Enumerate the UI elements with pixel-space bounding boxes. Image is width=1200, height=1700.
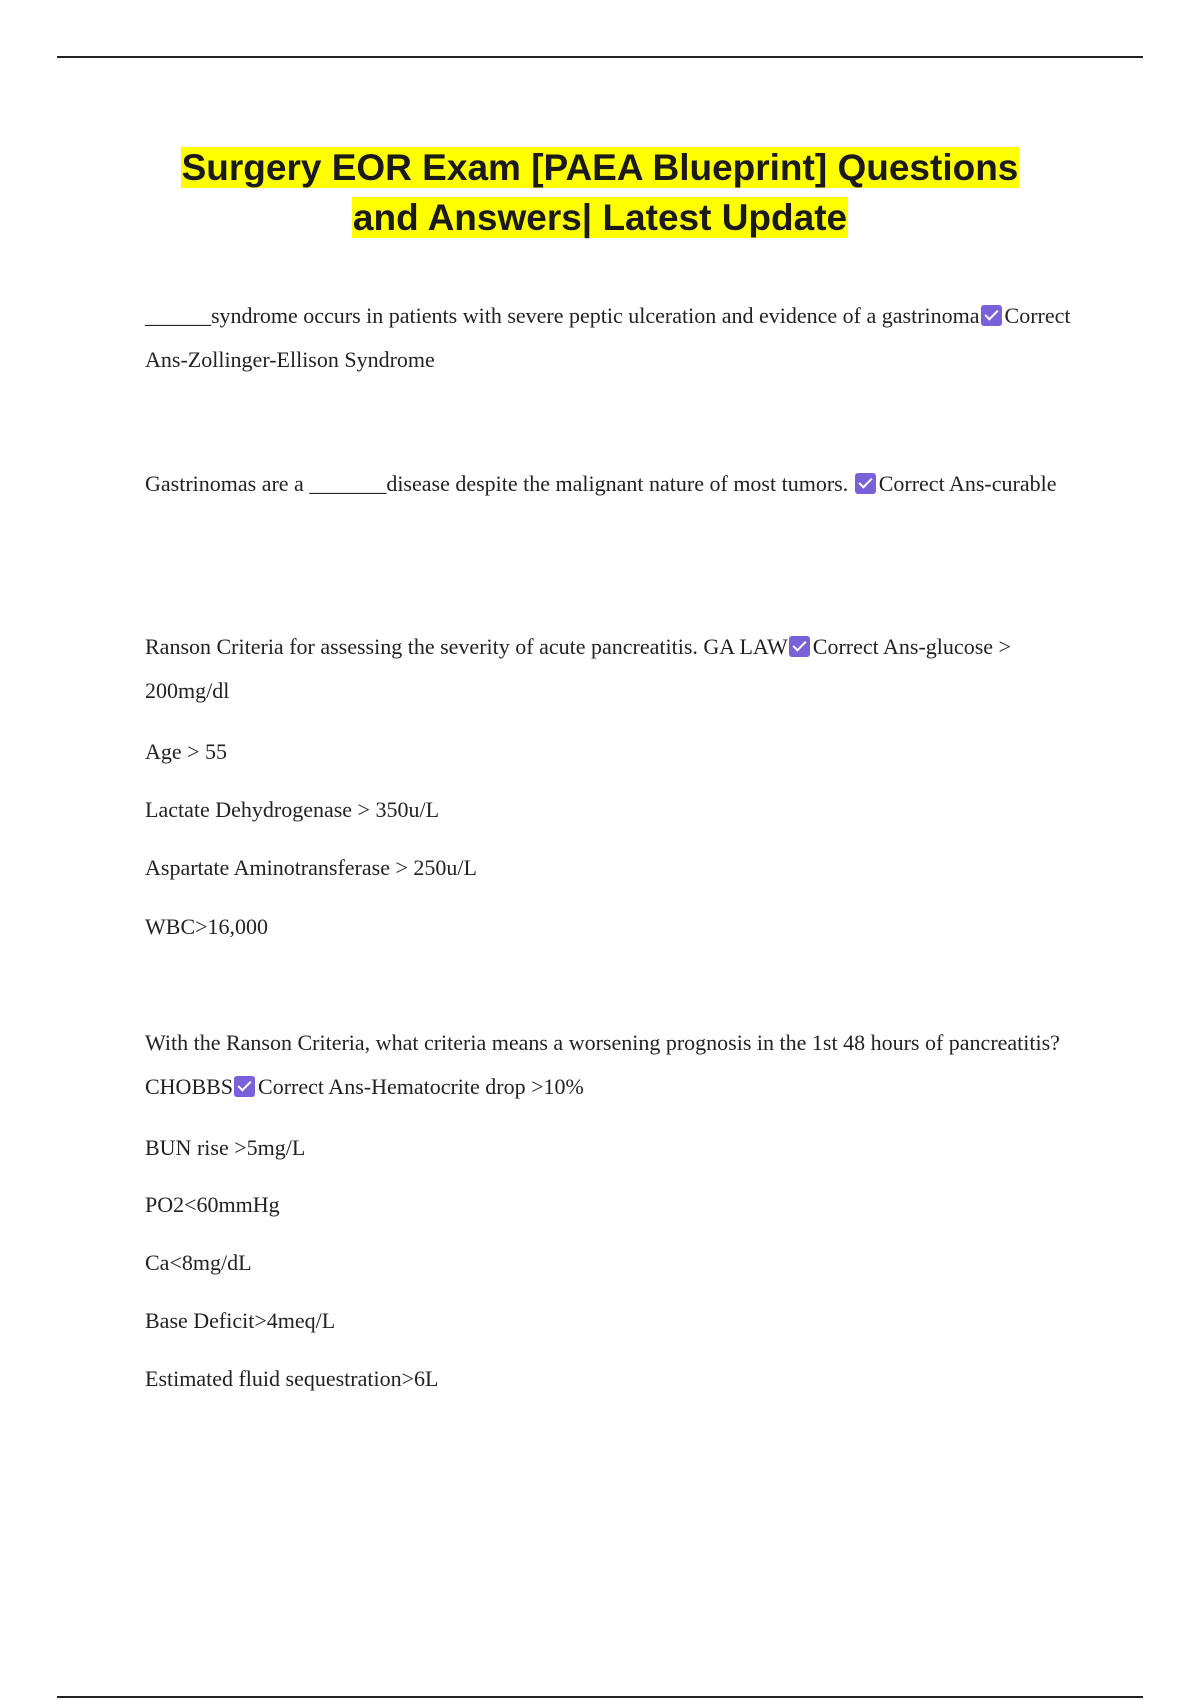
checkmark-icon: [981, 305, 1002, 326]
qa-item-1: [145, 294, 1085, 382]
answer-text: Correct Ans-Hematocrite drop >10%: [258, 1074, 584, 1099]
criteria-line: PO2<60mmHg: [145, 1192, 280, 1217]
question-text: Gastrinomas are a _______disease despite the malignant nature of most tumors.: [145, 471, 849, 496]
question-text: With the Ranson Criteria, what criteria means a worsening prognosis in the 1st 48 hours of pancreatitis? CHOBBS: [145, 1030, 1060, 1099]
question-text: ______syndrome occurs in patients with severe peptic ulceration and evidence of a gastrinoma: [145, 303, 980, 328]
criteria-line: Ca<8mg/dL: [145, 1250, 252, 1275]
criteria-line: WBC>16,000: [145, 914, 269, 939]
qa-item-4: [145, 1021, 1085, 1109]
document-title: [60, 143, 1140, 243]
criteria-line: Base Deficit>4meq/L: [145, 1308, 336, 1333]
answer-text: Correct Ans-glucose > 200mg/dl: [145, 634, 1011, 703]
criteria-line: Aspartate Aminotransferase > 250u/L: [145, 855, 477, 880]
answer-text: Correct Ans-curable: [878, 471, 1057, 496]
answer-text: Correct Ans-Zollinger-Ellison Syndrome: [145, 303, 1071, 372]
checkmark-icon: [855, 473, 876, 494]
criteria-line: Estimated fluid sequestration>6L: [145, 1366, 439, 1391]
criteria-line: Age > 55: [145, 739, 228, 764]
criteria-line: Lactate Dehydrogenase > 350u/L: [145, 797, 440, 822]
bottom-rule: [57, 1696, 1143, 1698]
checkmark-icon: [789, 636, 810, 657]
criteria-line: BUN rise >5mg/L: [145, 1135, 306, 1160]
title-line-1: Surgery EOR Exam [PAEA Blueprint] Questions: [181, 147, 1019, 188]
checkmark-icon: [234, 1076, 255, 1097]
top-rule: [57, 56, 1143, 58]
title-line-2: and Answers| Latest Update: [352, 197, 848, 238]
question-text: Ranson Criteria for assessing the severity of acute pancreatitis. GA LAW: [145, 634, 788, 659]
qa-item-2: [145, 462, 1085, 506]
qa-item-3: [145, 625, 1085, 713]
